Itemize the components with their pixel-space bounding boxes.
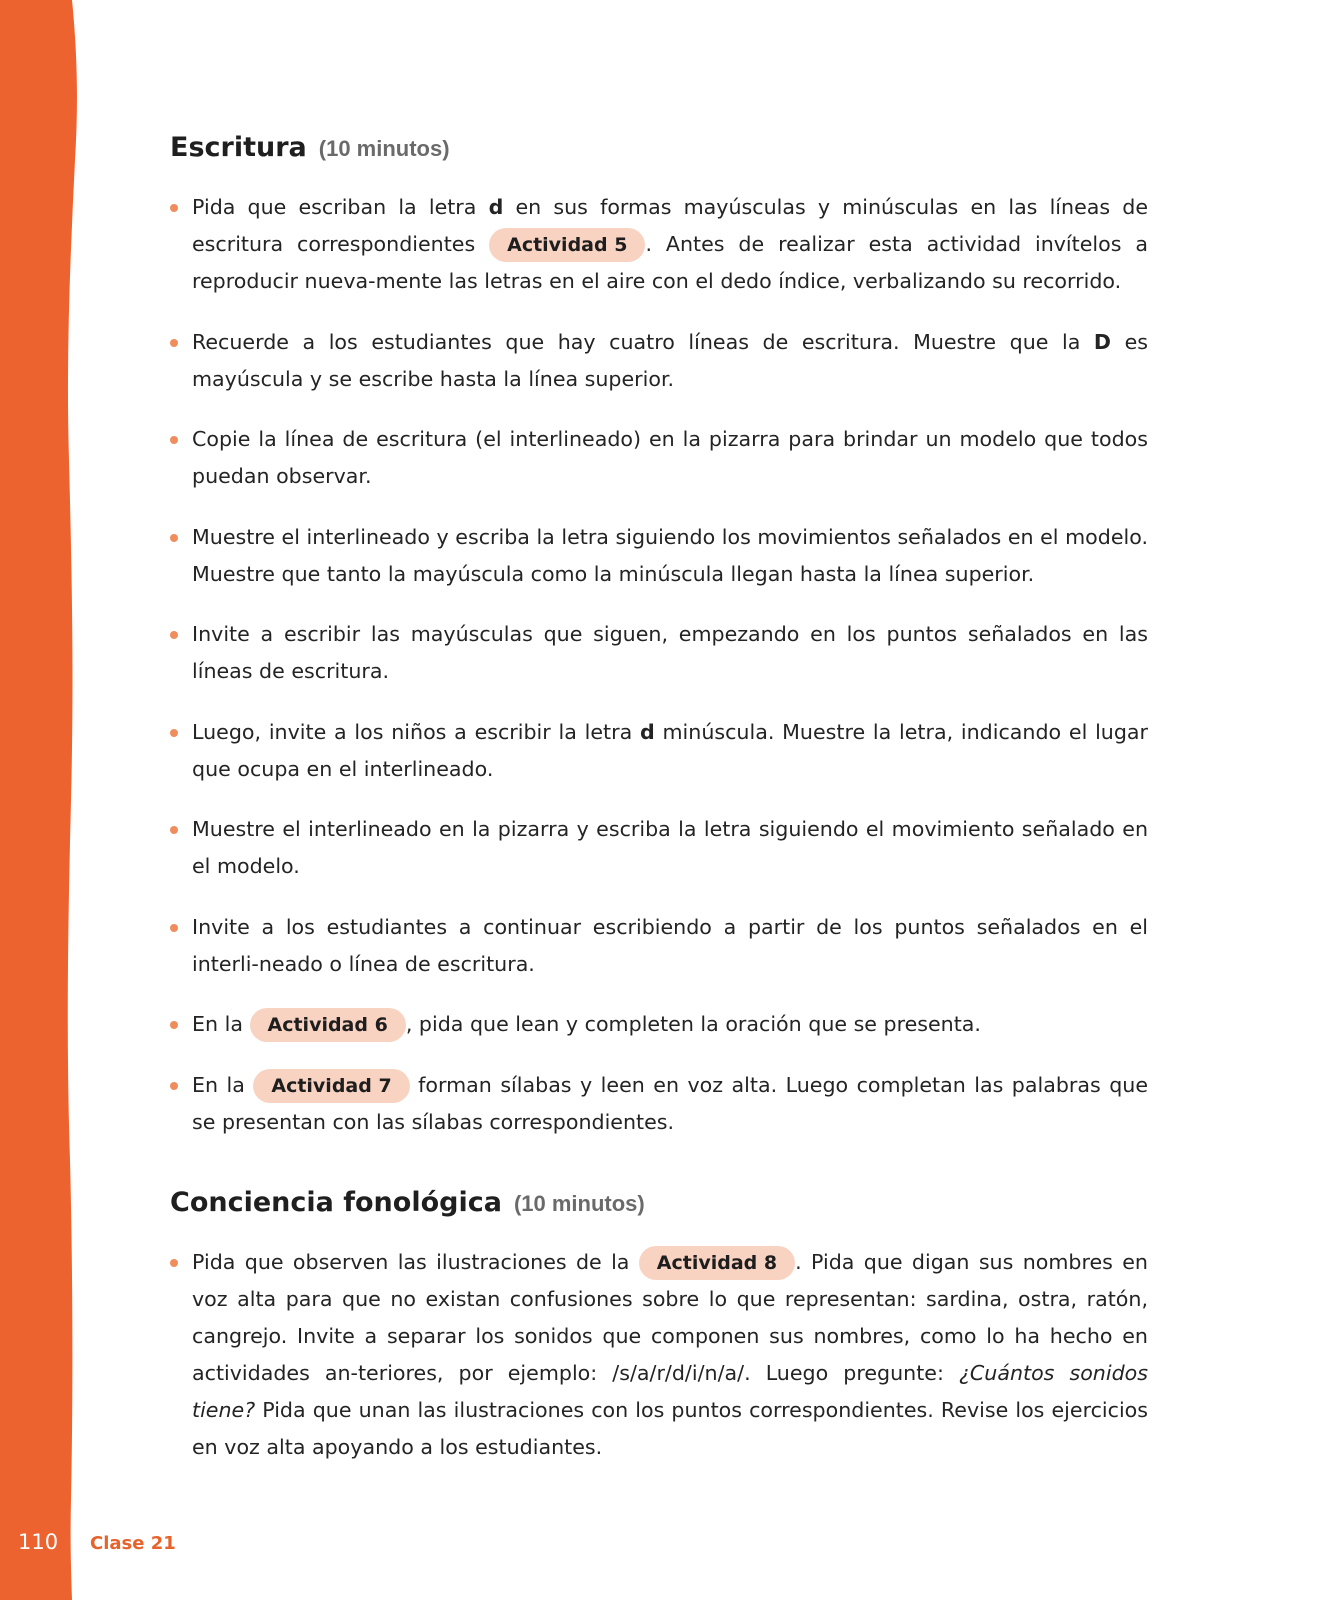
list-item: Pida que observen las ilustraciones de la Actividad 8 . Pida que digan sus nombres en voz alta para que no existan confusiones sobre lo que representan: sardina, ostra, ratón, cangrejo. Invite a separar los sonidos que componen sus nombres, como lo ha hecho en actividades an-teriores, por ejemplo: /s/a/r/d/i/n/a/. Luego pregunte: ¿Cuántos sonidos tiene? Pida que unan las ilustraciones con los puntos correspondientes. Revise los ejercicios en voz alta apoyando a los estudiantes.	[170, 1244, 1148, 1466]
activity-badge: Actividad 7	[253, 1069, 409, 1103]
page-number: 110	[18, 1530, 59, 1554]
content	[170, 132, 1148, 1489]
class-label: Clase 21	[90, 1533, 176, 1554]
bullet-icon	[170, 1021, 178, 1029]
escritura-list	[170, 189, 1148, 1141]
list-item: En la Actividad 6 , pida que lean y completen la oración que se presenta.	[170, 1006, 1148, 1043]
list-item: En la Actividad 7 forman sílabas y leen en voz alta. Luego completan las palabras que se presentan con las sílabas correspondientes.	[170, 1067, 1148, 1141]
list-item: Invite a escribir las mayúsculas que siguen, empezando en los puntos señalados en las líneas de escritura.	[170, 616, 1148, 690]
list-item: Copie la línea de escritura (el interlineado) en la pizarra para brindar un modelo que todos puedan observar.	[170, 421, 1148, 495]
bullet-icon	[170, 924, 178, 932]
bullet-icon	[170, 729, 178, 737]
list-item: Invite a los estudiantes a continuar escribiendo a partir de los puntos señalados en el interli-neado o línea de escritura.	[170, 909, 1148, 983]
bullet-icon	[170, 826, 178, 834]
bullet-icon	[170, 1082, 178, 1090]
activity-badge: Actividad 8	[639, 1246, 795, 1280]
section-title: Escritura	[170, 132, 307, 163]
bullet-icon	[170, 1259, 178, 1267]
section-escritura-heading	[170, 132, 1148, 163]
section-duration: (10 minutos)	[513, 1190, 645, 1216]
list-item: Luego, invite a los niños a escribir la letra d minúscula. Muestre la letra, indicando el lugar que ocupa en el interlineado.	[170, 714, 1148, 788]
list-item: Recuerde a los estudiantes que hay cuatro líneas de escritura. Muestre que la D es mayúscula y se escribe hasta la línea superior.	[170, 324, 1148, 398]
bullet-icon	[170, 534, 178, 542]
list-item: Muestre el interlineado y escriba la letra siguiendo los movimientos señalados en el modelo. Muestre que tanto la mayúscula como la minúscula llegan hasta la línea superior.	[170, 519, 1148, 593]
activity-badge: Actividad 5	[489, 228, 645, 262]
bullet-icon	[170, 631, 178, 639]
bullet-icon	[170, 339, 178, 347]
section-title: Conciencia fonológica	[170, 1186, 502, 1218]
side-band	[0, 0, 90, 1600]
bullet-icon	[170, 204, 178, 212]
list-item: Pida que escriban la letra d en sus formas mayúsculas y minúsculas en las líneas de escritura correspondientes Actividad 5 . Antes de realizar esta actividad invítelos a reproducir nueva-mente las letras en el aire con el dedo índice, verbalizando su recorrido.	[170, 189, 1148, 300]
conciencia-list	[170, 1244, 1148, 1466]
section-duration: (10 minutos)	[318, 136, 450, 161]
list-item: Muestre el interlineado en la pizarra y escriba la letra siguiendo el movimiento señalado en el modelo.	[170, 811, 1148, 885]
activity-badge: Actividad 6	[250, 1008, 406, 1042]
section-conciencia-heading	[170, 1187, 1148, 1218]
bullet-icon	[170, 436, 178, 444]
